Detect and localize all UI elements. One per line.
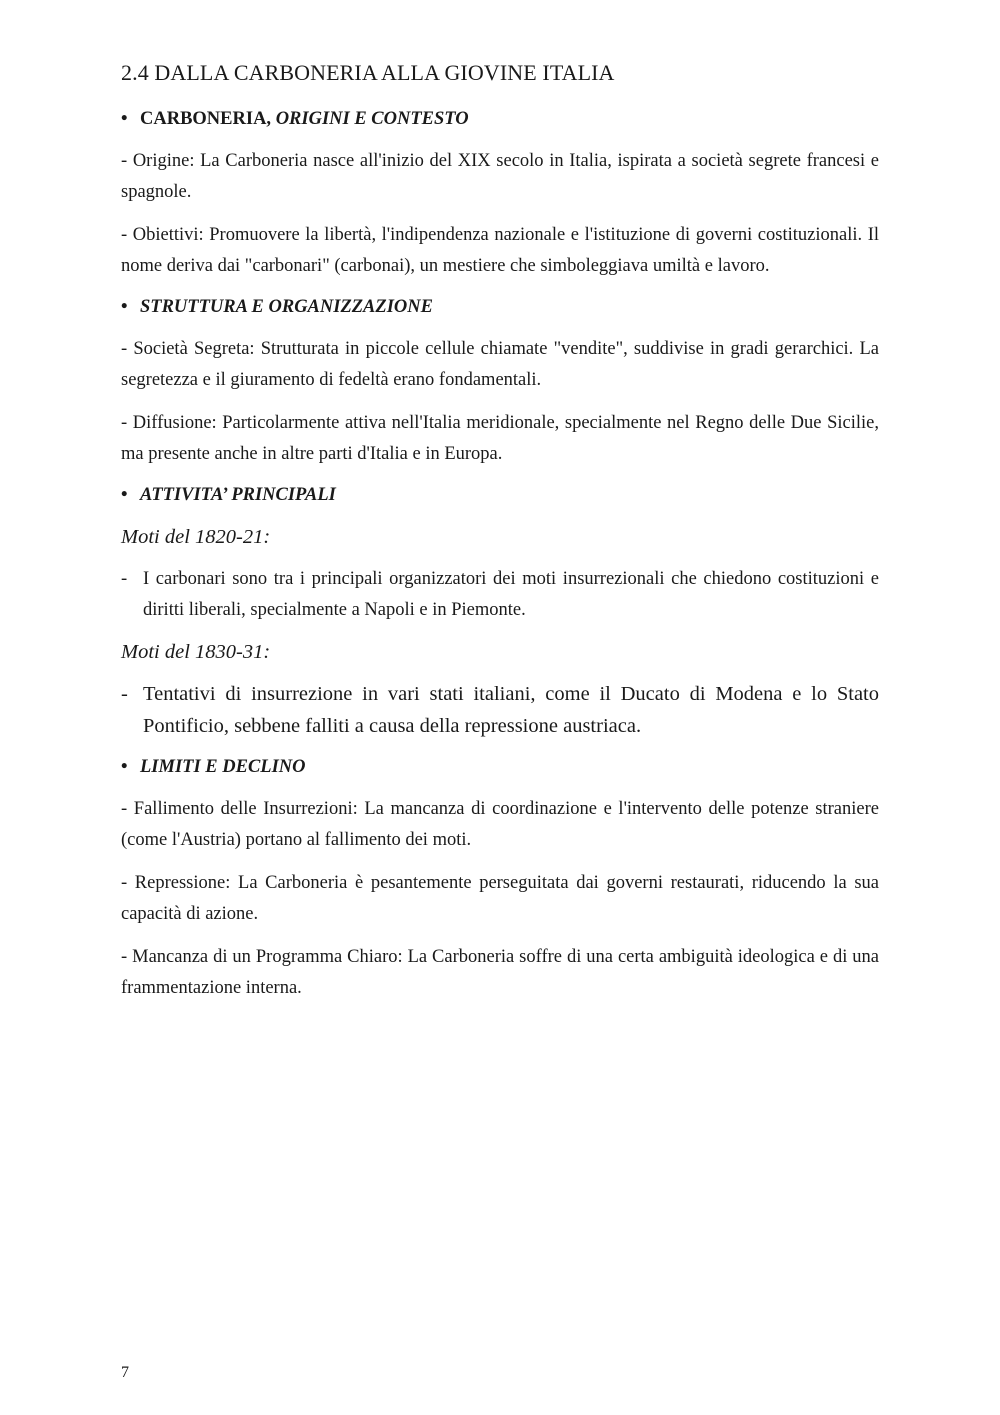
section-heading-italic: ATTIVITA’ PRINCIPALI: [140, 485, 336, 505]
document-page: [121, 58, 879, 1016]
paragraph-mancanza-programma: - Mancanza di un Programma Chiaro: La Carboneria soffre di una certa ambiguità ideologica e di una frammentazione interna.: [121, 947, 879, 998]
bullet-icon: •: [121, 109, 128, 129]
dash-marker: -: [121, 569, 128, 589]
section-heading-bold: CARBONERIA,: [140, 109, 272, 129]
paragraph-societa-segreta: - Società Segreta: Strutturata in piccole cellule chiamate "vendite", suddivise in gradi gerarchici. La segretezza e il giuramento di fedeltà erano fondamentali.: [121, 339, 879, 390]
section-heading-limiti: [121, 754, 879, 780]
dash-marker: -: [121, 683, 128, 705]
bullet-icon: •: [121, 485, 128, 505]
section-heading-italic: ORIGINI E CONTESTO: [275, 109, 469, 129]
section-heading-italic: LIMITI E DECLINO: [140, 757, 306, 777]
bullet-icon: •: [121, 757, 128, 777]
page-title: 2.4 DALLA CARBONERIA ALLA GIOVINE ITALIA: [121, 60, 615, 85]
subheading-moti-1830: Moti del 1830-31:: [121, 641, 271, 663]
list-item-moti-1820: [121, 564, 879, 625]
page-number: 7: [121, 1364, 129, 1381]
section-heading-italic: STRUTTURA E ORGANIZZAZIONE: [140, 297, 433, 317]
list-item-text: Tentativi di insurrezione in vari stati italiani, come il Ducato di Modena e lo Stato Pontificio, sebbene falliti a causa della repressione austriaca.: [143, 683, 879, 737]
bullet-icon: •: [121, 297, 128, 317]
section-heading-origini: [121, 106, 879, 132]
paragraph-diffusione: - Diffusione: Particolarmente attiva nell'Italia meridionale, specialmente nel Regno delle Due Sicilie, ma presente anche in altre parti d'Italia e in Europa.: [121, 413, 879, 464]
section-heading-struttura: [121, 294, 879, 320]
paragraph-repressione: - Repressione: La Carboneria è pesantemente perseguitata dai governi restaurati, riducendo la sua capacità di azione.: [121, 873, 879, 924]
section-heading-attivita: [121, 482, 879, 508]
paragraph-obiettivi: - Obiettivi: Promuovere la libertà, l'indipendenza nazionale e l'istituzione di governi costituzionali. Il nome deriva dai "carbonari" (carbonai), un mestiere che simboleggiava umiltà e lavoro.: [121, 225, 879, 276]
paragraph-fallimento: - Fallimento delle Insurrezioni: La mancanza di coordinazione e l'intervento delle potenze straniere (come l'Austria) portano al fallimento dei moti.: [121, 799, 879, 850]
paragraph-origine: - Origine: La Carboneria nasce all'inizio del XIX secolo in Italia, ispirata a società segrete francesi e spagnole.: [121, 151, 879, 202]
list-item-moti-1830: [121, 679, 879, 742]
subheading-moti-1820: Moti del 1820-21:: [121, 526, 271, 548]
list-item-text: I carbonari sono tra i principali organizzatori dei moti insurrezionali che chiedono costituzioni e diritti liberali, specialmente a Napoli e in Piemonte.: [143, 569, 879, 620]
